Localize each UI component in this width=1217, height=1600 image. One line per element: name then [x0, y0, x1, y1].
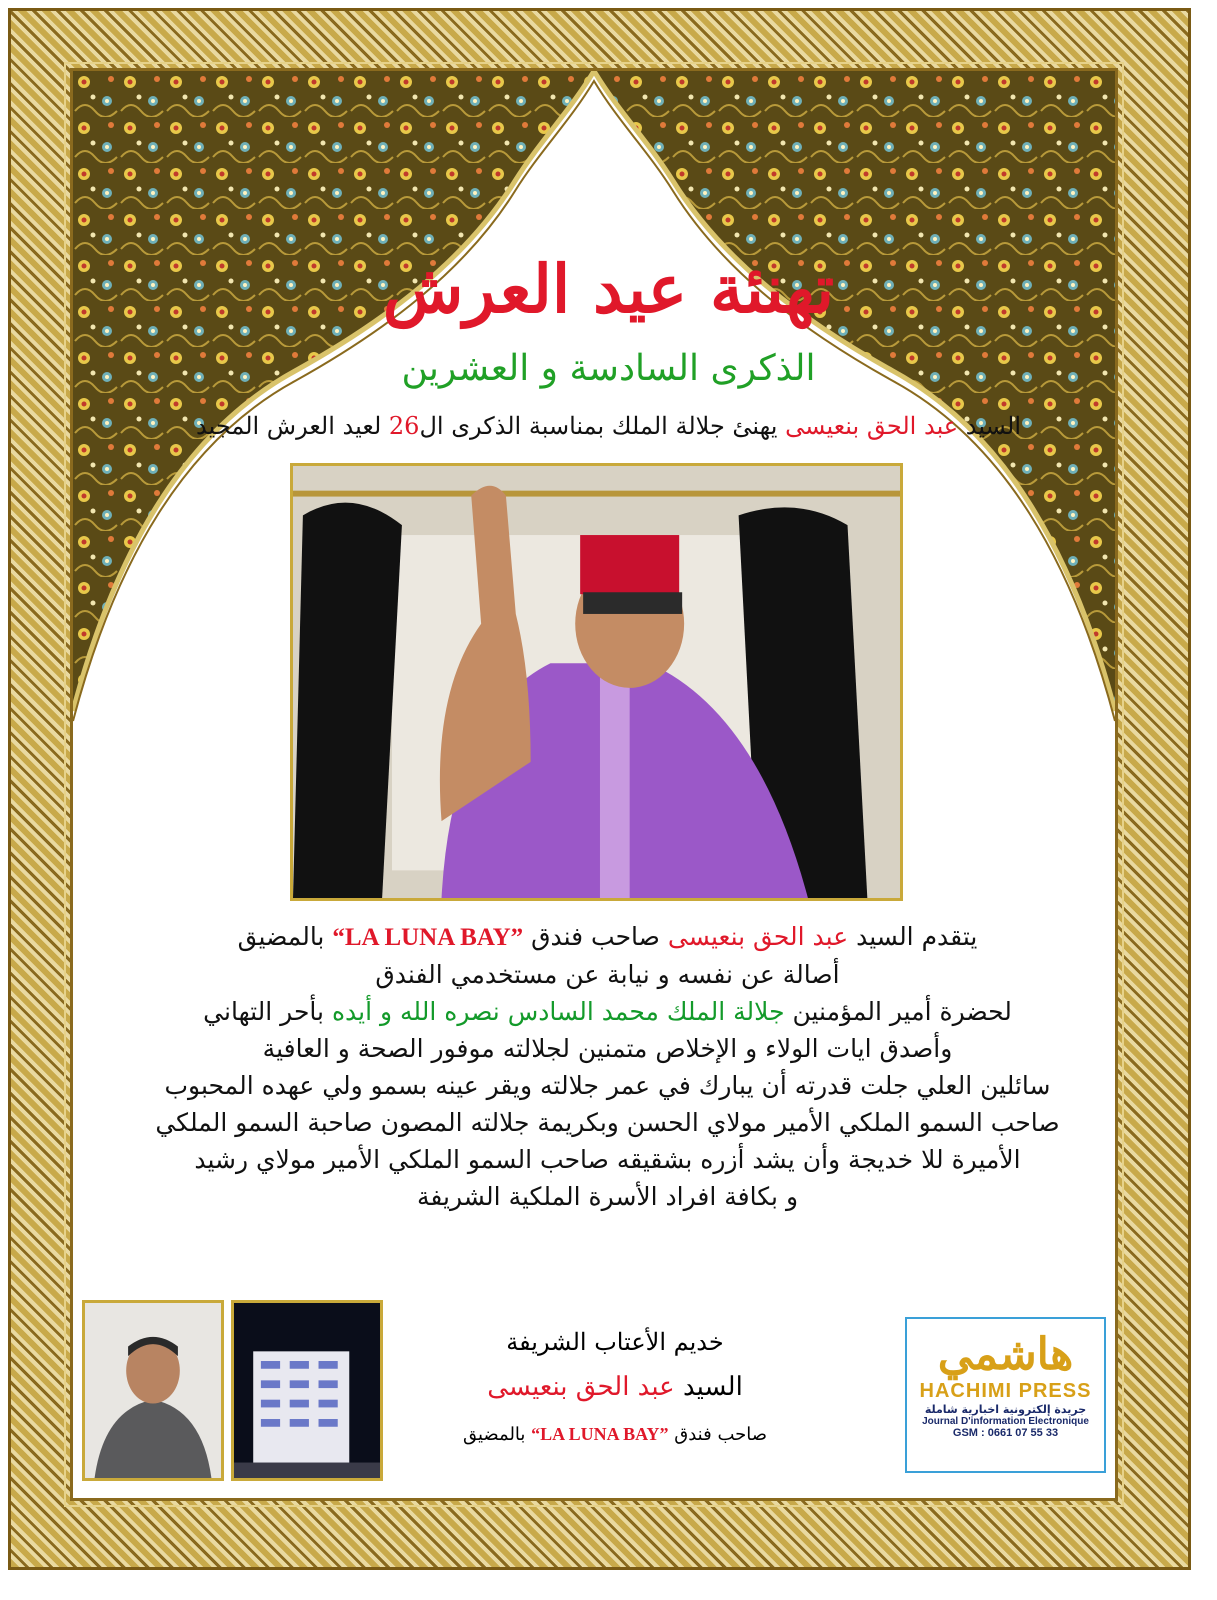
message-line-6: صاحب السمو الملكي الأمير مولاي الحسن وبكريمة جلالته المصون صاحبة السمو الملكي [155, 1108, 1060, 1137]
message-line-3: لحضرة أمير المؤمنين جلالة الملك محمد السادس نصره الله و أيده بأحر التهاني [203, 997, 1012, 1026]
message-body [120, 918, 1095, 1215]
message-line-4: وأصدق ايات الولاء و الإخلاص متمنين لجلالته موفور الصحة و العافية [262, 1034, 953, 1063]
headline-name: عبد الحق بنعيسى [785, 412, 959, 440]
king-title: جلالة الملك محمد السادس نصره الله و أيده [331, 997, 785, 1026]
logo-tagline-ar: جريدة إلكترونية اخبارية شاملة [924, 1403, 1087, 1416]
headline-number: 26 [388, 412, 420, 440]
hotel-name: “LA LUNA BAY” [332, 924, 524, 951]
sender-name: عبد الحق بنعيسى [667, 922, 849, 951]
sender-portrait-photo [82, 1300, 224, 1481]
headline-middle: يهنئ جلالة الملك بمناسبة الذكرى ال [419, 412, 778, 440]
message-line-7: الأميرة للا خديجة وأن يشد أزره بشقيقه صاحب السمو الملكي الأمير مولاي رشيد [194, 1145, 1021, 1174]
logo-gsm: GSM : 0661 07 55 33 [952, 1427, 1059, 1439]
hachimi-press-logo [905, 1317, 1106, 1473]
signature-name: عبد الحق بنعيسى [487, 1372, 675, 1402]
logo-arabic: هاشمي [937, 1329, 1074, 1380]
message-line-2: أصالة عن نفسه و نيابة عن مستخدمي الفندق [375, 960, 840, 989]
message-line-5: سائلين العلي جلت قدرته أن يبارك في عمر جلالته ويقر عينه بسمو ولي عهده المحبوب [164, 1071, 1051, 1100]
page-subtitle: الذكرى السادسة و العشرين [401, 348, 816, 389]
headline-sentence [0, 412, 1217, 440]
logo-tagline-fr: Journal D'information Electronique [922, 1416, 1089, 1427]
message-line-1: يتقدم السيد عبد الحق بنعيسى صاحب فندق “LA LUNA BAY” بالمضيق [237, 922, 978, 951]
logo-brand: HACHIMI PRESS [919, 1380, 1092, 1402]
hotel-building-photo [231, 1300, 383, 1481]
king-portrait-photo [290, 463, 903, 901]
headline-suffix: لعيد العرش المجيد [195, 412, 382, 440]
signature-owner-line: صاحب فندق “LA LUNA BAY” بالمضيق [462, 1424, 768, 1445]
headline-prefix: السيد [965, 412, 1021, 440]
signature-line-1: خديم الأعتاب الشريفة [506, 1328, 724, 1356]
message-line-8: و بكافة افراد الأسرة الملكية الشريفة [416, 1182, 799, 1211]
signature-name-line: السيد عبد الحق بنعيسى [487, 1372, 743, 1402]
page-title: تهنئة عيد العرش [382, 250, 835, 328]
